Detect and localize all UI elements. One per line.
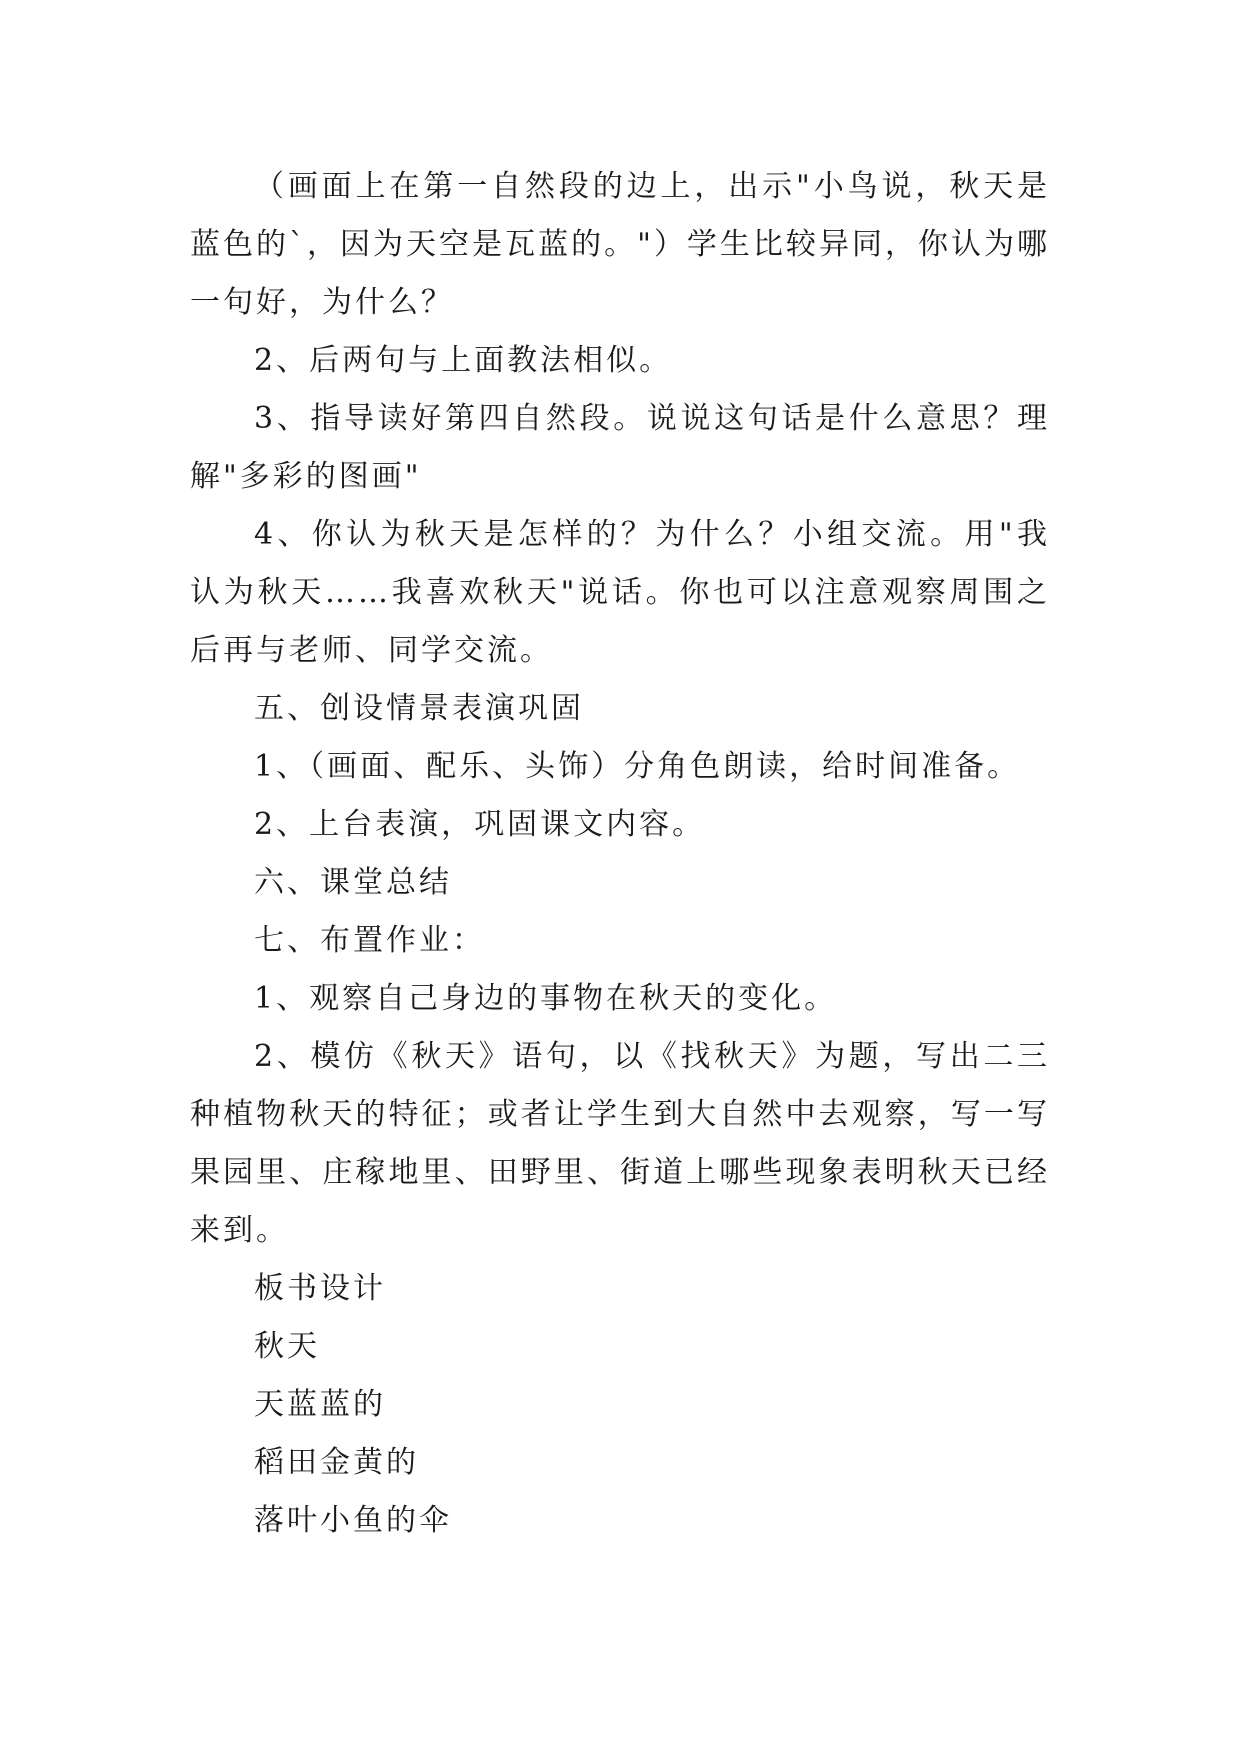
blackboard-line-title: 秋天	[254, 1329, 320, 1364]
paragraph-step-3: 3、指导读好第四自然段。说说这句话是什么意思？理解"多彩的图画"	[190, 401, 1050, 494]
section-heading-homework: 七、布置作业：	[254, 923, 485, 958]
paragraph-step-2: 2、后两句与上面教法相似。	[254, 343, 673, 378]
section-heading-performance: 五、创设情景表演巩固	[254, 691, 584, 726]
paragraph-performance-2: 2、上台表演，巩固课文内容。	[254, 807, 706, 842]
paragraph-performance-1: 1、（画面、配乐、头饰）分角色朗读，给时间准备。	[254, 749, 1021, 784]
blackboard-line-field: 稻田金黄的	[254, 1445, 419, 1480]
section-heading-summary: 六、课堂总结	[254, 865, 452, 900]
paragraph-homework-1: 1、观察自己身边的事物在秋天的变化。	[254, 981, 838, 1016]
blackboard-line-sky: 天蓝蓝的	[254, 1387, 386, 1422]
section-heading-blackboard: 板书设计	[254, 1271, 386, 1306]
paragraph-step-4: 4、你认为秋天是怎样的？为什么？小组交流。用"我认为秋天……我喜欢秋天"说话。你也可以注意观察周围之后再与老师、同学交流。	[190, 517, 1050, 668]
document-body	[190, 158, 1050, 1550]
paragraph-homework-2: 2、模仿《秋天》语句，以《找秋天》为题，写出二三种植物秋天的特征；或者让学生到大自然中去观察，写一写果园里、庄稼地里、田野里、街道上哪些现象表明秋天已经来到。	[190, 1039, 1050, 1248]
blackboard-line-leaf: 落叶小鱼的伞	[254, 1503, 452, 1538]
paragraph-picture-comparison: （画面上在第一自然段的边上，出示"小鸟说，秋天是蓝色的`，因为天空是瓦蓝的。"）学生比较异同，你认为哪一句好，为什么？	[190, 169, 1050, 320]
